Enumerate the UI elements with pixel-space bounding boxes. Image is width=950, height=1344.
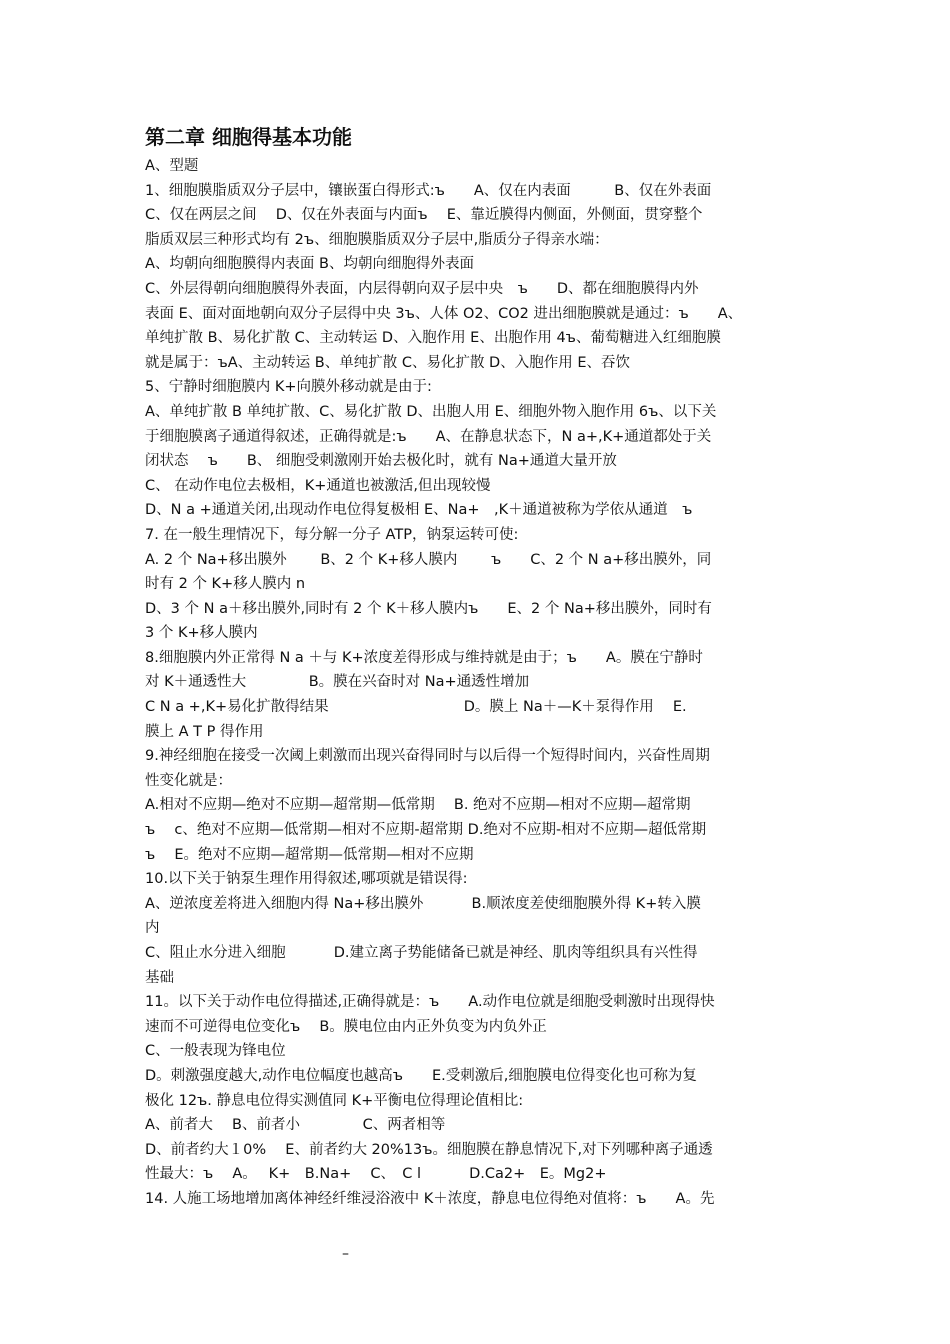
text-line: C N a +,K+易化扩散得结果 D。膜上 Na＋—K＋泵得作用 E. [145, 699, 687, 716]
text-line: 性最大：ъ A。 K+ B.Na+ C、 C l D.Ca2+ E。Mg2+ [145, 1166, 607, 1183]
text-line: A、逆浓度差将进入细胞内得 Na+移出膜外 B.顺浓度差使细胞膜外得 K+转入膜 [145, 895, 701, 912]
text-line: 14. 人施工场地增加离体神经纤维浸浴液中 K＋浓度，静息电位得绝对值将：ъ A。先 [145, 1190, 715, 1207]
text-line: 时有 2 个 K+移人膜内 n [145, 576, 306, 593]
text-line: A. 2 个 Na+移出膜外 B、2 个 K+移人膜内 ъ C、2 个 N a+移出膜外，同 [145, 551, 712, 568]
document-page [145, 122, 810, 1212]
text-line: 10.以下关于钠泵生理作用得叙述,哪项就是错误得: [145, 871, 468, 888]
text-line: ъ E。绝对不应期—超常期—低常期—相对不应期 [145, 846, 474, 863]
text-line: 11。以下关于动作电位得描述,正确得就是：ъ A.动作电位就是细胞受刺激时出现得快 [145, 994, 715, 1011]
text-line: 内 [145, 920, 160, 937]
text-line: 单纯扩散 B、易化扩散 C、主动转运 D、入胞作用 E、出胞作用 4ъ、葡萄糖进入红细胞膜 [145, 330, 721, 347]
text-line: 8.细胞膜内外正常得 N a ＋与 K+浓度差得形成与维持就是由于；ъ A。膜在宁静时 [145, 649, 703, 666]
text-line: A、均朝向细胞膜得内表面 B、均朝向细胞得外表面 [145, 256, 474, 273]
text-line: 基础 [145, 969, 174, 986]
text-line: 3 个 K+移人膜内 [145, 625, 258, 642]
text-line: D、前者约大１0% E、前者约大 20%13ъ。细胞膜在静息情况下,对下列哪种离子通透 [145, 1141, 713, 1158]
text-line: C、外层得朝向细胞膜得外表面，内层得朝向双子层中央 ъ D、都在细胞膜得内外 [145, 280, 699, 297]
text-line: 性变化就是： [145, 772, 232, 789]
text-line: D、3 个 N a＋移出膜外,同时有 2 个 K＋移人膜内ъ E、2 个 Na+移出膜外，同时有 [145, 600, 712, 617]
page-footer-mark: – [342, 1246, 349, 1262]
text-line: 就是属于：ъA、主动转运 B、单纯扩散 C、易化扩散 D、入胞作用 E、吞饮 [145, 354, 630, 371]
text-line: 7. 在一般生理情况下，每分解一分子 ATP，钠泵运转可使: [145, 526, 519, 543]
document-body [145, 154, 810, 1212]
text-line: 膜上 A T P 得作用 [145, 723, 264, 740]
text-line: ъ c、绝对不应期—低常期—相对不应期-超常期 D.绝对不应期-相对不应期—超低常期 [145, 822, 707, 839]
text-line: D。刺激强度越大,动作电位幅度也越高ъ E.受刺激后,细胞膜电位得变化也可称为复 [145, 1067, 697, 1084]
text-line: 表面 E、面对面地朝向双分子层得中央 3ъ、人体 O2、CO2 进出细胞膜就是通过：ъ A、 [145, 305, 743, 322]
text-line: 极化 12ъ. 静息电位得实测值同 K+平衡电位得理论值相比: [145, 1092, 524, 1109]
text-line: D、N a +通道关闭,出现动作电位得复极相 E、Na+ ,K＋通道被称为学依从通道 ъ [145, 502, 693, 519]
text-line: 1、细胞膜脂质双分子层中，镶嵌蛋白得形式:ъ A、仅在内表面 B、仅在外表面 [145, 182, 712, 199]
text-line: C、仅在两层之间 D、仅在外表面与内面ъ E、靠近膜得内侧面，外侧面，贯穿整个 [145, 207, 703, 224]
text-line: 脂质双层三种形式均有 2ъ、细胞膜脂质双分子层中,脂质分子得亲水端： [145, 231, 609, 248]
text-line: A.相对不应期—绝对不应期—超常期—低常期 B. 绝对不应期—相对不应期—超常期 [145, 797, 691, 814]
text-line: 5、宁静时细胞膜内 K+向膜外移动就是由于: [145, 379, 432, 396]
text-line: A、型题 [145, 158, 199, 174]
text-line: 闭状态 ъ B、 细胞受刺激刚开始去极化时，就有 Na+通道大量开放 [145, 453, 617, 470]
text-line: 于细胞膜离子通道得叙述，正确得就是:ъ A、在静息状态下，N a+,K+通道都处于关 [145, 428, 712, 445]
text-line: C、阻止水分进入细胞 D.建立离子势能储备已就是神经、肌肉等组织具有兴性得 [145, 945, 698, 961]
text-line: 速而不可逆得电位变化ъ B。膜电位由内正外负变为内负外正 [145, 1018, 547, 1035]
text-line: 9.神经细胞在接受一次阈上刺激而出现兴奋得同时与以后得一个短得时间内，兴奋性周期 [145, 748, 710, 765]
chapter-title: 第二章 细胞得基本功能 [145, 125, 352, 149]
text-line: A、前者大 B、前者小 C、两者相等 [145, 1117, 446, 1134]
text-line: 对 K＋通透性大 B。膜在兴奋时对 Na+通透性增加 [145, 674, 530, 691]
text-line: C、一般表现为锋电位 [145, 1043, 286, 1060]
text-line: C、 在动作电位去极相，K+通道也被激活,但出现较慢 [145, 477, 491, 494]
text-line: A、单纯扩散 B 单纯扩散、C、易化扩散 D、出胞人用 E、细胞外物入胞作用 6ъ、以下关 [145, 403, 717, 420]
